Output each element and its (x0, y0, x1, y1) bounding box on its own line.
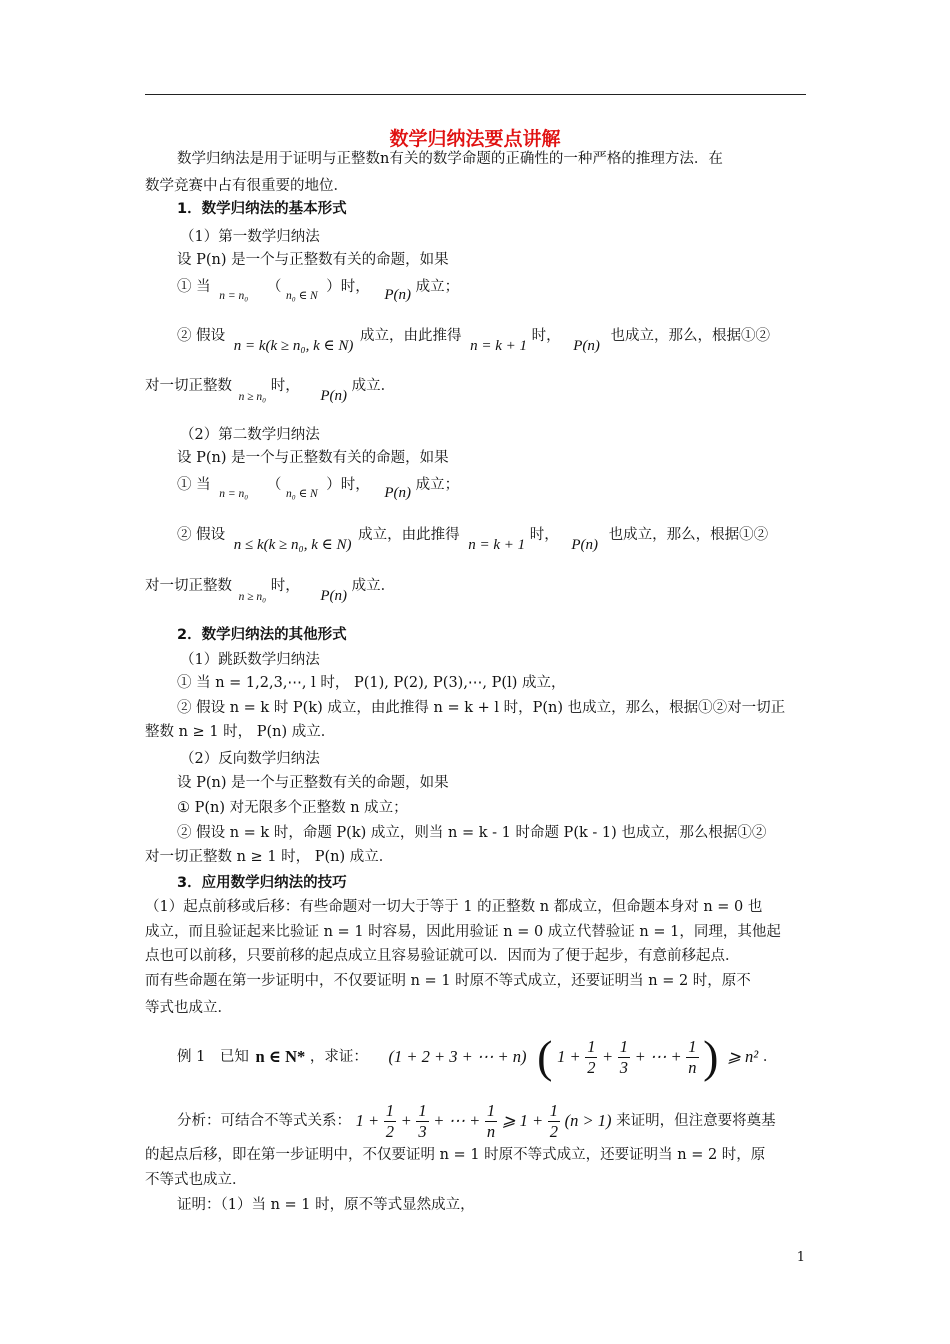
s2-p1-line-1: ① 当 n = 1,2,3,⋯, l 时， P(1), P(2), P(3),⋯, P(l) 成立， (177, 675, 566, 691)
fraction-1-3: $\frac{1}{3}$ (619, 1036, 629, 1077)
analysis-line-1: 分析：可结合不等式关系： 1 + $\frac{1}{2}$ + $\frac{1}{3}$ + ⋯ + $\frac{1}{n}$ ⩾ 1 + $\frac{1}{2}$ (n > 1) 来证明，但注意要将奠基 (177, 1100, 776, 1141)
fraction-1-n: $\frac{1}{n}$ (688, 1036, 697, 1077)
s3-line-3: 点也可以前移，只要前移的起点成立且容易验证就可以．因而为了便于起步，有意前移起点． (145, 948, 740, 964)
s1-p1-title: （1）第一数学归纳法 (180, 229, 320, 245)
document-title: 数学归纳法要点讲解 (389, 128, 561, 150)
s2-p1-line-3: 整数 n ≥ 1 时， P(n) 成立． (145, 724, 336, 740)
s2-p2-line-3: ② 假设 n = k 时，命题 P(k) 成立，则当 n = k - 1 时命题 P(k - 1) 也成立，那么根据①② (177, 825, 767, 841)
s1-p2-set: 设 P(n) 是一个与正整数有关的命题，如果 (177, 450, 449, 466)
s2-p2-line-4: 对一切正整数 n ≥ 1 时， P(n) 成立． (145, 849, 394, 865)
s1-p1-set: 设 P(n) 是一个与正整数有关的命题，如果 (177, 252, 449, 268)
intro-line-1: 数学归纳法是用于证明与正整数n有关的数学命题的正确性的一种严格的推理方法．在 (177, 151, 723, 167)
section-2-heading: 2．数学归纳法的其他形式 (177, 627, 347, 643)
header-rule (145, 94, 806, 95)
s2-p2-line-1: 设 P(n) 是一个与正整数有关的命题，如果 (177, 775, 449, 791)
s2-p1-line-2: ② 假设 n = k 时 P(k) 成立，由此推得 n = k + l 时，P(n) 也成立，那么，根据①②对一切正 (177, 700, 786, 716)
s3-line-5: 等式也成立． (145, 1000, 232, 1016)
s1-p2-title: （2）第二数学归纳法 (180, 427, 320, 443)
s2-p1-title: （1）跳跃数学归纳法 (180, 652, 320, 668)
section-1-heading: 1．数学归纳法的基本形式 (177, 201, 347, 217)
example-1: 例 1 已知 n ∈ N* ，求证： (1 + 2 + 3 + ⋯ + n) ( 1 + $\frac{1}{2}$ + $\frac{1}{3}$ + ⋯ + $\frac{1}{n}$ ) ⩾ n² ． (177, 1031, 778, 1082)
s2-p2-title: （2）反向数学归纳法 (180, 751, 320, 767)
analysis-fraction-1-2: $\frac{1}{2}$ (385, 1100, 394, 1141)
intro-line-2: 数学竞赛中占有很重要的地位． (145, 178, 348, 194)
s1-p2-conclusion: 对一切正整数 $_{n \ge n_0}$ 时， P(n) 成立． (145, 578, 396, 604)
section-3-heading: 3．应用数学归纳法的技巧 (177, 875, 347, 891)
page-number: 1 (796, 1250, 805, 1265)
s3-line-4: 而有些命题在第一步证明中，不仅要证明 n = 1 时原不等式成立，还要证明当 n = 2 时，原不 (145, 973, 751, 989)
s2-p2-line-2: ① P(n) 对无限多个正整数 n 成立； (177, 800, 408, 816)
s3-line-2: 成立，而且验证起来比验证 n = 1 时容易，因此用验证 n = 0 成立代替验证 n = 1，同理，其他起 (145, 924, 781, 940)
analysis-line-2: 的起点后移，即在第一步证明中，不仅要证明 n = 1 时原不等式成立，还要证明当 n = 2 时，原 (145, 1147, 766, 1163)
analysis-fraction-1-3: $\frac{1}{3}$ (418, 1100, 427, 1141)
s3-line-1: （1）起点前移或后移：有些命题对一切大于等于 1 的正整数 n 都成立，但命题本身对 n = 0 也 (145, 899, 763, 915)
analysis-fraction-1-2b: $\frac{1}{2}$ (549, 1100, 559, 1141)
s1-p2-cond-2: ② 假设 n ≤ k(k ≥ n₀, k ∈ N) 成立，由此推得 n = k + 1 时， P(n) 也成立，那么，根据①② (177, 527, 769, 553)
s1-p1-conclusion: 对一切正整数 $_{n \ge n_0}$ 时， P(n) 成立． (145, 378, 396, 404)
proof-line: 证明：（1）当 n = 1 时，原不等式显然成立， (177, 1197, 475, 1213)
fraction-1-2: $\frac{1}{2}$ (587, 1036, 596, 1077)
s1-p1-cond-2: ② 假设 n = k(k ≥ n₀, k ∈ N) 成立，由此推得 n = k + 1 时， P(n) 也成立，那么，根据①② (177, 328, 770, 354)
s1-p2-cond-1: ① 当 $_{n = n_0}$ （ $_{n_0 \in N}$ ）时， P(n) 成立； (177, 477, 460, 501)
analysis-fraction-1-n: $\frac{1}{n}$ (486, 1100, 496, 1141)
s1-p1-cond-1: ① 当 $_{n = n_0}$ （ $_{n_0 \in N}$ ）时， P(n) 成立； (177, 279, 460, 303)
analysis-line-3: 不等式也成立． (145, 1172, 247, 1188)
